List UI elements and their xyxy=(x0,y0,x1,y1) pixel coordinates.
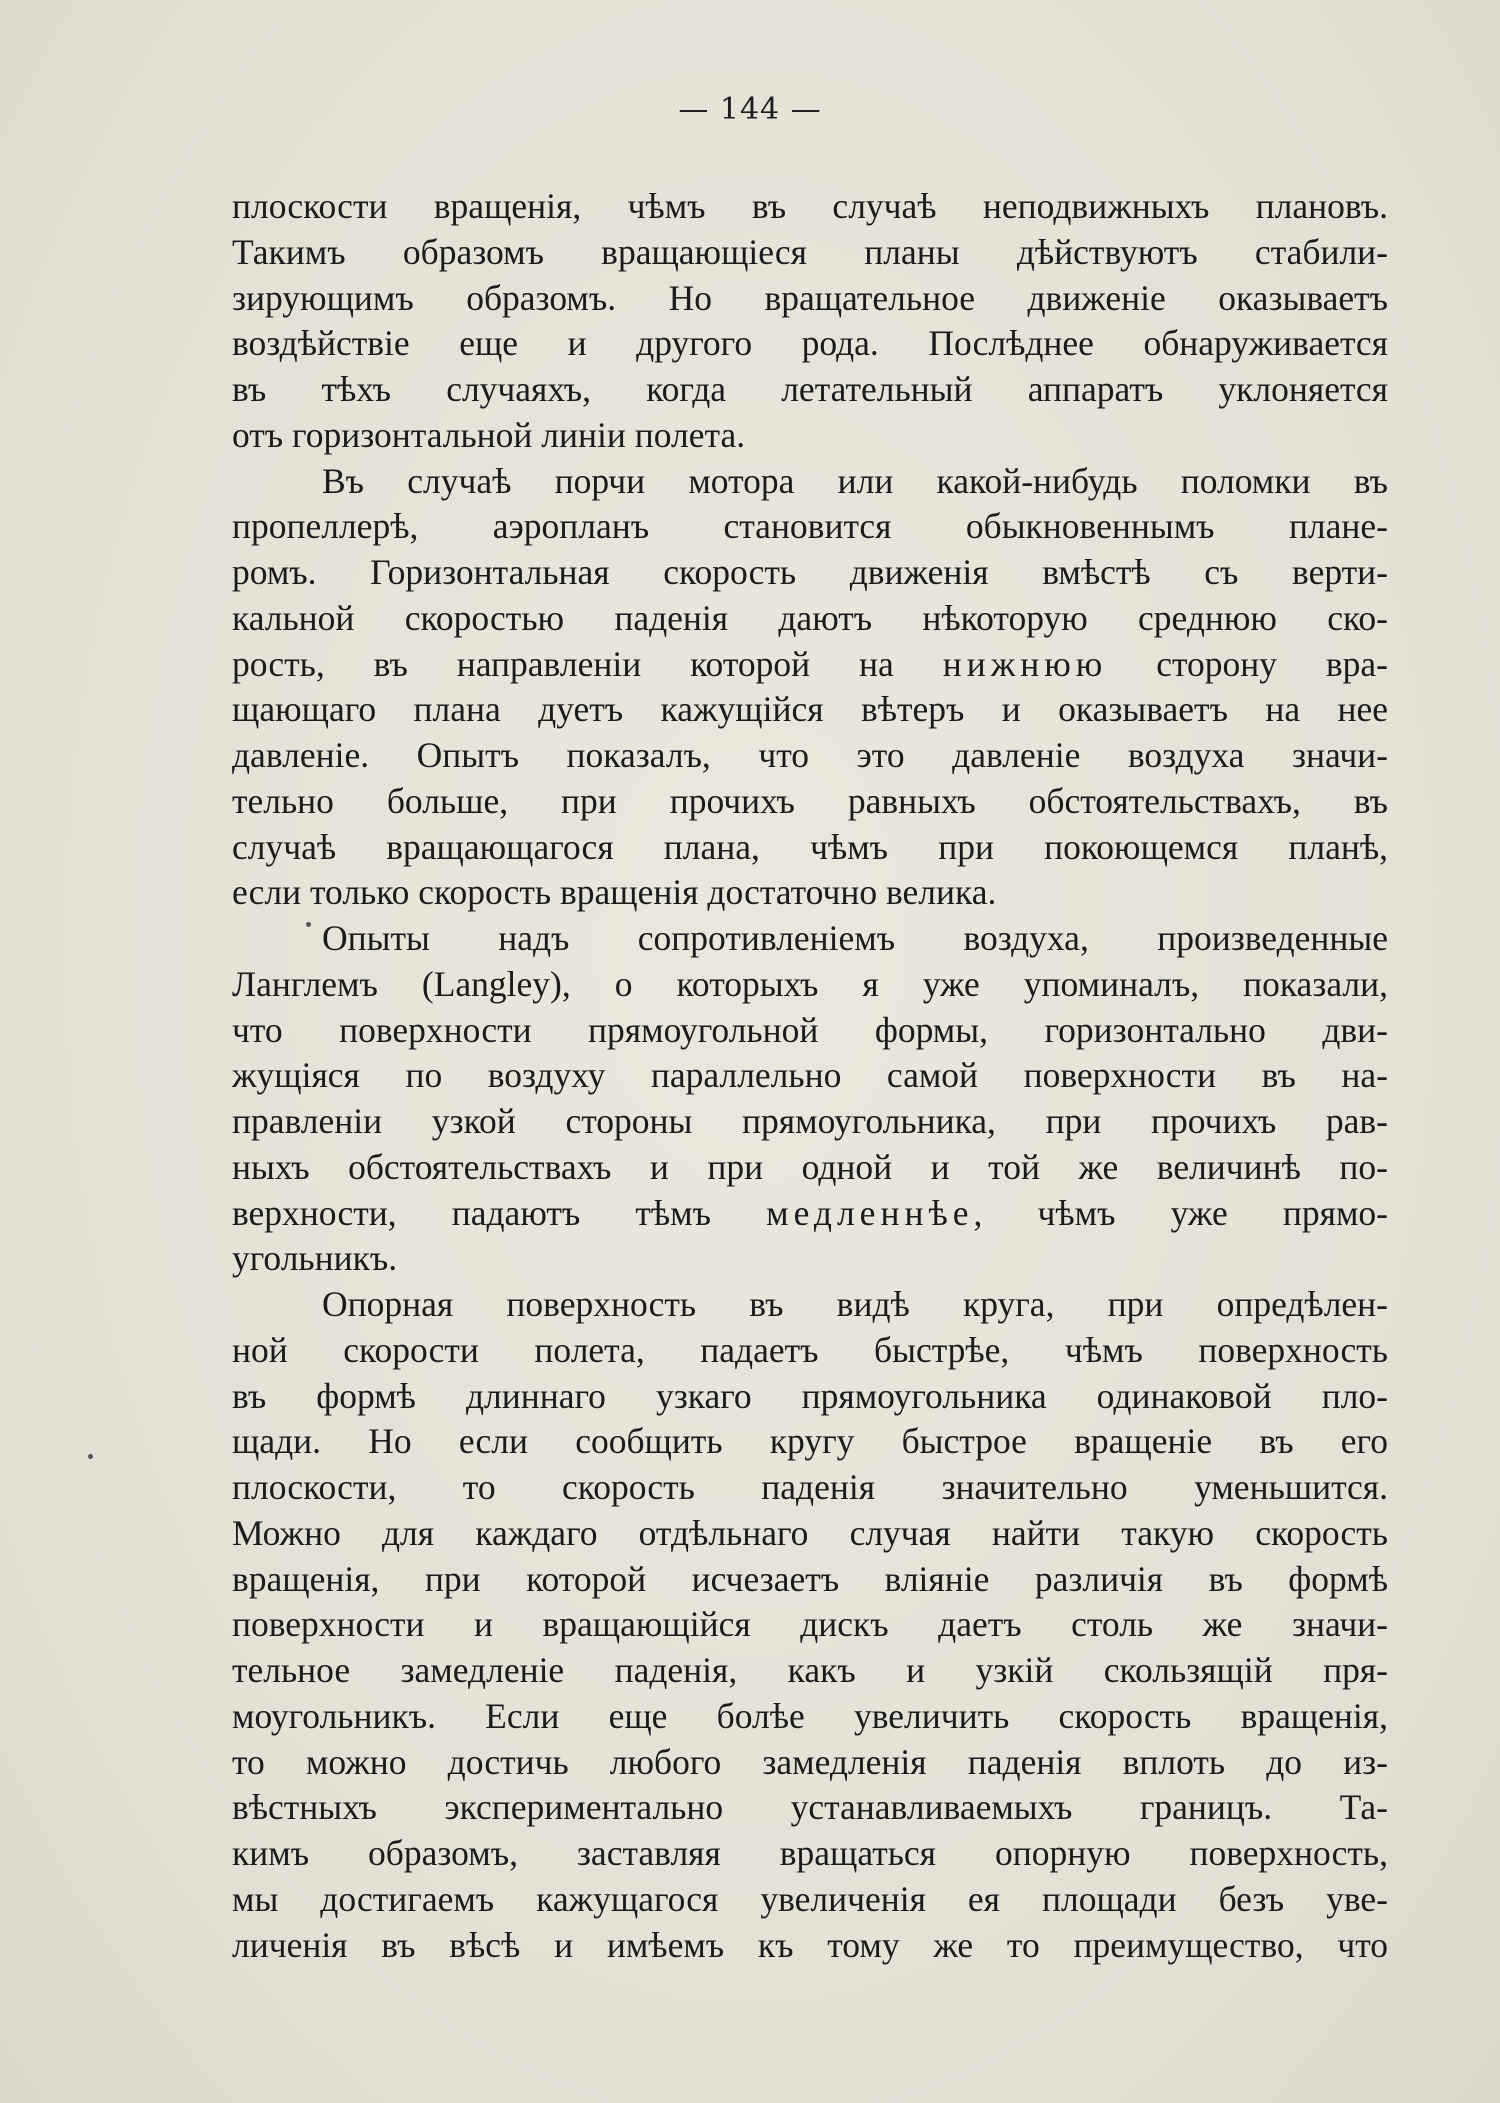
page-number: — 144 — xyxy=(678,92,822,127)
text-segment: что поверхности прямоугольной формы, горизонтально дви- xyxy=(232,1009,1388,1050)
text-line xyxy=(232,1785,1388,1831)
text-line xyxy=(232,962,1388,1008)
text-segment: кальной скоростью паденія даютъ нѣкоторую среднюю ско- xyxy=(232,597,1388,638)
text-line xyxy=(232,870,1388,916)
text-line xyxy=(232,825,1388,871)
text-segment: вѣстныхъ экспериментально устанавливаемыхъ границъ. Та- xyxy=(232,1787,1388,1828)
text-segment: давленіе. Опытъ показалъ, что это давленіе воздуха значи- xyxy=(232,735,1388,775)
text-segment: отъ горизонтальной линіи полета. xyxy=(232,414,746,455)
text-line xyxy=(232,550,1388,596)
text-line xyxy=(232,596,1388,642)
text-line xyxy=(232,1328,1388,1374)
text-segment: угольникъ. xyxy=(232,1238,398,1279)
text-line xyxy=(232,459,1388,505)
text-segment: Ланглемъ (Langley), о которыхъ я уже упоминалъ, показали, xyxy=(232,963,1388,1004)
text-segment: ныхъ обстоятельствахъ и при одной и той же величинѣ по- xyxy=(232,1146,1388,1187)
text-segment: плоскости вращенія, чѣмъ въ случаѣ неподвижныхъ плановъ. xyxy=(232,186,1388,226)
text-segment: щающаго плана дуетъ кажущійся вѣтеръ и оказываетъ на нее xyxy=(232,689,1388,730)
text-line xyxy=(232,1374,1388,1420)
text-line xyxy=(232,1419,1388,1465)
text-segment: если только скорость вращенія достаточно велика. xyxy=(232,872,997,913)
text-segment: мы достигаемъ кажущагося увеличенія ея площади безъ уве- xyxy=(232,1878,1388,1919)
text-segment: моугольникъ. Если еще болѣе увеличить скорость вращенія, xyxy=(232,1695,1388,1736)
text-line xyxy=(232,1465,1388,1511)
text-segment: ной скорости полета, падаетъ быстрѣе, чѣмъ поверхность xyxy=(232,1329,1388,1370)
print-speck xyxy=(306,922,311,927)
text-line xyxy=(232,1282,1388,1328)
text-line xyxy=(232,1191,1388,1237)
print-speck xyxy=(88,1454,93,1459)
text-segment: сторону вра- xyxy=(1107,643,1388,684)
text-line xyxy=(232,504,1388,550)
text-line xyxy=(232,321,1388,367)
text-segment: верхности, падаютъ тѣмъ xyxy=(232,1192,767,1233)
text-segment: Такимъ образомъ вращающіеся планы дѣйствуютъ стабили- xyxy=(232,231,1388,272)
text-segment: тельное замедленіе паденія, какъ и узкій скользящій пря- xyxy=(232,1650,1388,1690)
text-segment: личенія въ вѣсѣ и имѣемъ къ тому же то преимущество, что xyxy=(232,1924,1388,1965)
text-line xyxy=(232,276,1388,322)
text-segment: то можно достичь любого замедленія паденія вплоть до из- xyxy=(232,1741,1388,1782)
text-segment: въ тѣхъ случаяхъ, когда летательный аппаратъ уклоняется xyxy=(232,369,1388,409)
text-line xyxy=(232,230,1388,276)
text-segment: жущіяся по воздуху параллельно самой поверхности въ на- xyxy=(232,1055,1388,1096)
text-line xyxy=(232,1740,1388,1786)
text-segment: правленіи узкой стороны прямоугольника, при прочихъ рав- xyxy=(232,1101,1388,1141)
text-segment: зирующимъ образомъ. Но вращательное движеніе оказываетъ xyxy=(232,277,1388,318)
text-line xyxy=(232,916,1388,962)
text-line xyxy=(232,367,1388,413)
text-segment: кимъ образомъ, заставляя вращаться опорную поверхность, xyxy=(232,1833,1388,1873)
body-text xyxy=(232,184,1388,1968)
text-line xyxy=(232,1602,1388,1648)
text-segment: Опыты надъ сопротивленіемъ воздуха, произведенные xyxy=(322,918,1388,958)
text-segment: Можно для каждаго отдѣльнаго случая найти такую скорость xyxy=(232,1512,1388,1553)
text-segment: Опорная поверхность въ видѣ круга, при опредѣлен- xyxy=(322,1284,1388,1324)
text-segment: щади. Но если сообщить кругу быстрое вращеніе въ его xyxy=(232,1421,1388,1462)
text-line xyxy=(232,1923,1388,1969)
text-segment: , чѣмъ уже прямо- xyxy=(973,1192,1388,1233)
text-line xyxy=(232,1236,1388,1282)
text-segment: вращенія, при которой исчезаетъ вліяніе различія въ формѣ xyxy=(232,1558,1388,1599)
text-line xyxy=(232,687,1388,733)
text-line xyxy=(232,1099,1388,1145)
text-segment: пропеллерѣ, аэропланъ становится обыкновеннымъ плане- xyxy=(232,506,1388,547)
text-line xyxy=(232,1648,1388,1694)
text-line xyxy=(232,184,1388,230)
text-line xyxy=(232,1008,1388,1054)
text-segment: воздѣйствіе еще и другого рода. Послѣднее обнаруживается xyxy=(232,323,1388,364)
text-segment: Въ случаѣ порчи мотора или какой-нибудь поломки въ xyxy=(322,460,1388,501)
text-segment: ромъ. Горизонтальная скорость движенія вмѣстѣ съ верти- xyxy=(232,552,1388,592)
text-line xyxy=(232,1511,1388,1557)
text-segment: тельно больше, при прочихъ равныхъ обстоятельствахъ, въ xyxy=(232,780,1388,821)
text-segment: случаѣ вращающагося плана, чѣмъ при покоющемся планѣ, xyxy=(232,826,1388,867)
emphasized-word: нижнюю xyxy=(942,643,1108,684)
text-line xyxy=(232,1145,1388,1191)
text-segment: рость, въ направленіи которой на xyxy=(232,643,943,684)
text-segment: въ формѣ длиннаго узкаго прямоугольника одинаковой пло- xyxy=(232,1375,1388,1416)
emphasized-word: медленнѣе xyxy=(766,1192,974,1233)
text-line xyxy=(232,1831,1388,1877)
text-line xyxy=(232,733,1388,779)
text-line xyxy=(232,1557,1388,1603)
text-line xyxy=(232,1053,1388,1099)
text-segment: поверхности и вращающійся дискъ даетъ столь же значи- xyxy=(232,1604,1388,1645)
text-line xyxy=(232,413,1388,459)
text-line xyxy=(232,1694,1388,1740)
text-line xyxy=(232,779,1388,825)
text-line xyxy=(232,642,1388,688)
text-line xyxy=(232,1877,1388,1923)
text-segment: плоскости, то скорость паденія значительно уменьшится. xyxy=(232,1467,1388,1507)
